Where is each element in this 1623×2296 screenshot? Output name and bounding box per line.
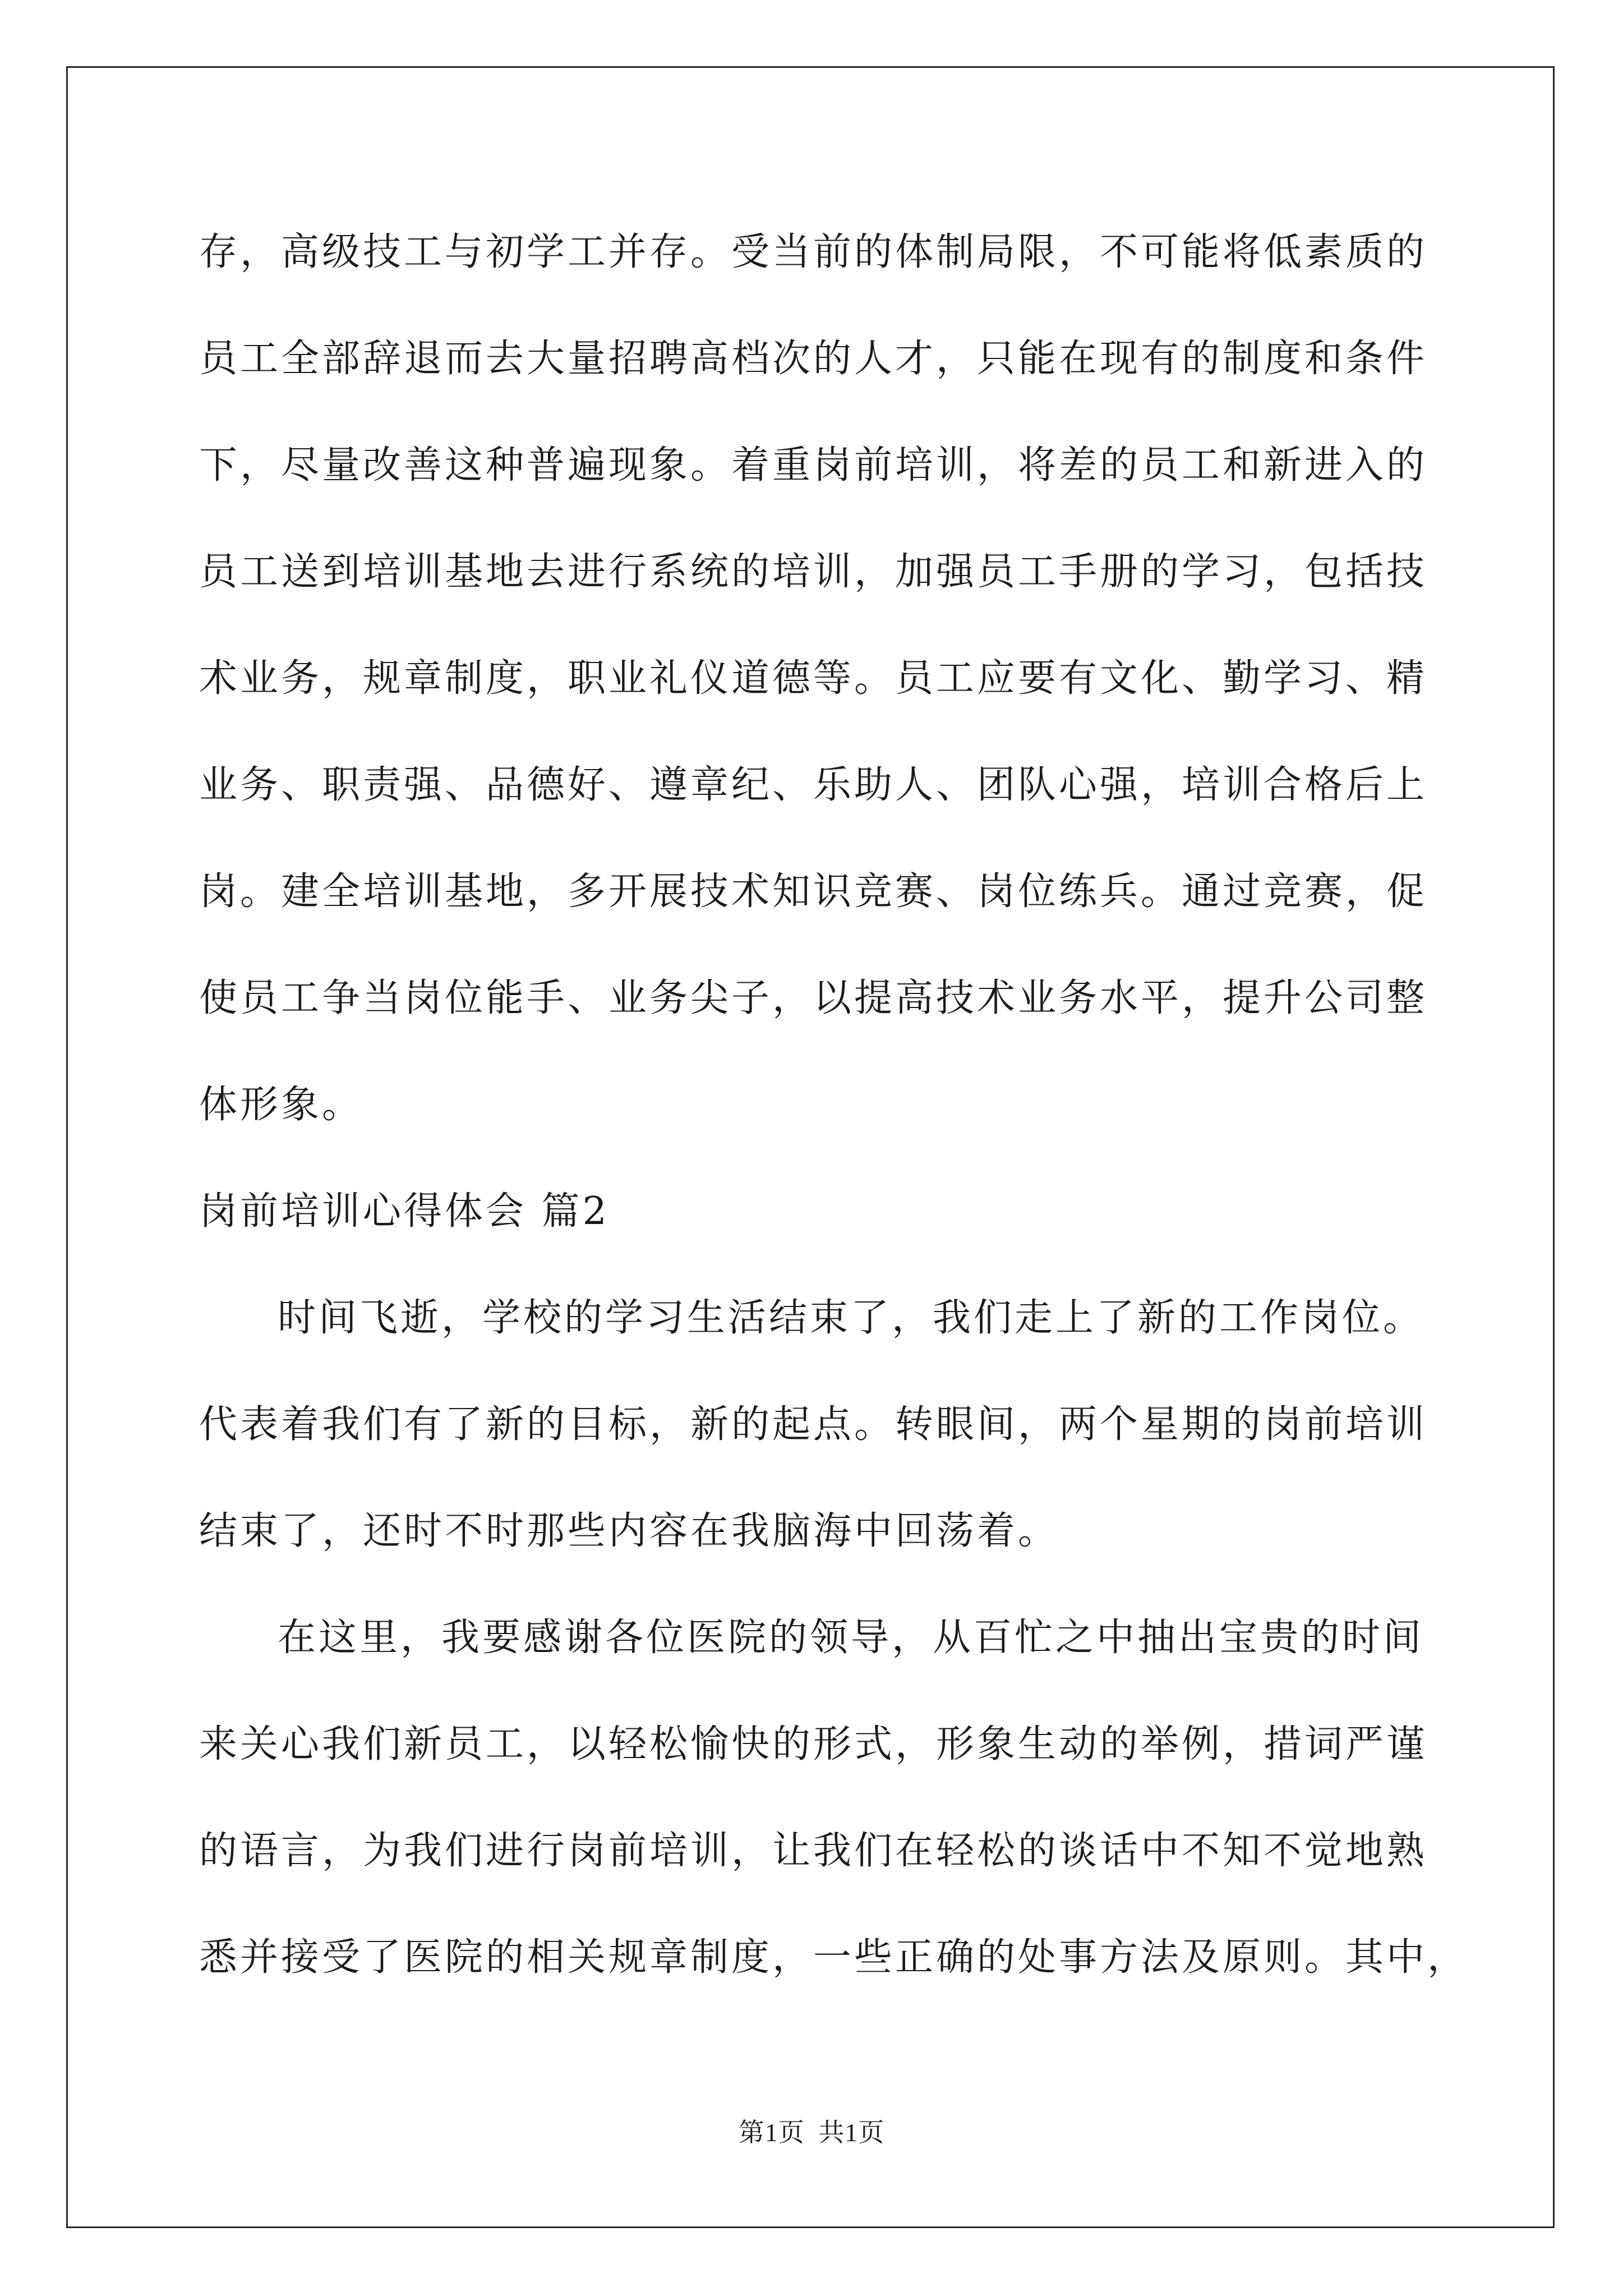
- text-line: 岗。建全培训基地，多开展技术知识竞赛、岗位练兵。通过竞赛，促: [199, 869, 1428, 914]
- text-line: 的语言，为我们进行岗前培训，让我们在轻松的谈话中不知不觉地熟: [199, 1829, 1428, 1873]
- text-line: 业务、职责强、品德好、遵章纪、乐助人、团队心强，培训合格后上: [199, 763, 1428, 807]
- text-line: 使员工争当岗位能手、业务尖子，以提高技术业务水平，提升公司整: [199, 976, 1428, 1020]
- paragraph-start-line: 时间飞逝，学校的学习生活结束了，我们走上了新的工作岗位。: [278, 1296, 1424, 1340]
- text-line: 来关心我们新员工，以轻松愉快的形式，形象生动的举例，措词严谨: [199, 1722, 1428, 1766]
- text-line: 悉并接受了医院的相关规章制度，一些正确的处事方法及原则。其中，: [199, 1935, 1469, 1980]
- text-line: 体形象。: [199, 1083, 363, 1127]
- section-heading: 岗前培训心得体会 篇2: [199, 1189, 610, 1234]
- total-pages: 共1页: [818, 2118, 885, 2147]
- text-line: 术业务，规章制度，职业礼仪道德等。员工应要有文化、勤学习、精: [199, 656, 1428, 701]
- text-line: 结束了，还时不时那些内容在我脑海中回荡着。: [199, 1509, 1059, 1553]
- paragraph-start-line: 在这里，我要感谢各位医院的领导，从百忙之中抽出宝贵的时间: [278, 1616, 1424, 1660]
- page-number: 第1页: [738, 2118, 805, 2147]
- page-footer: [0, 2112, 1623, 2149]
- text-line: 员工全部辞退而去大量招聘高档次的人才，只能在现有的制度和条件: [199, 337, 1428, 381]
- text-line: 员工送到培训基地去进行系统的培训，加强员工手册的学习，包括技: [199, 550, 1428, 594]
- text-line: 存，高级技工与初学工并存。受当前的体制局限，不可能将低素质的: [199, 230, 1428, 274]
- document-body: [199, 199, 1469, 2011]
- text-line: 代表着我们有了新的目标，新的起点。转眼间，两个星期的岗前培训: [199, 1402, 1428, 1447]
- text-line: 下，尽量改善这种普遍现象。着重岗前培训，将差的员工和新进入的: [199, 443, 1428, 487]
